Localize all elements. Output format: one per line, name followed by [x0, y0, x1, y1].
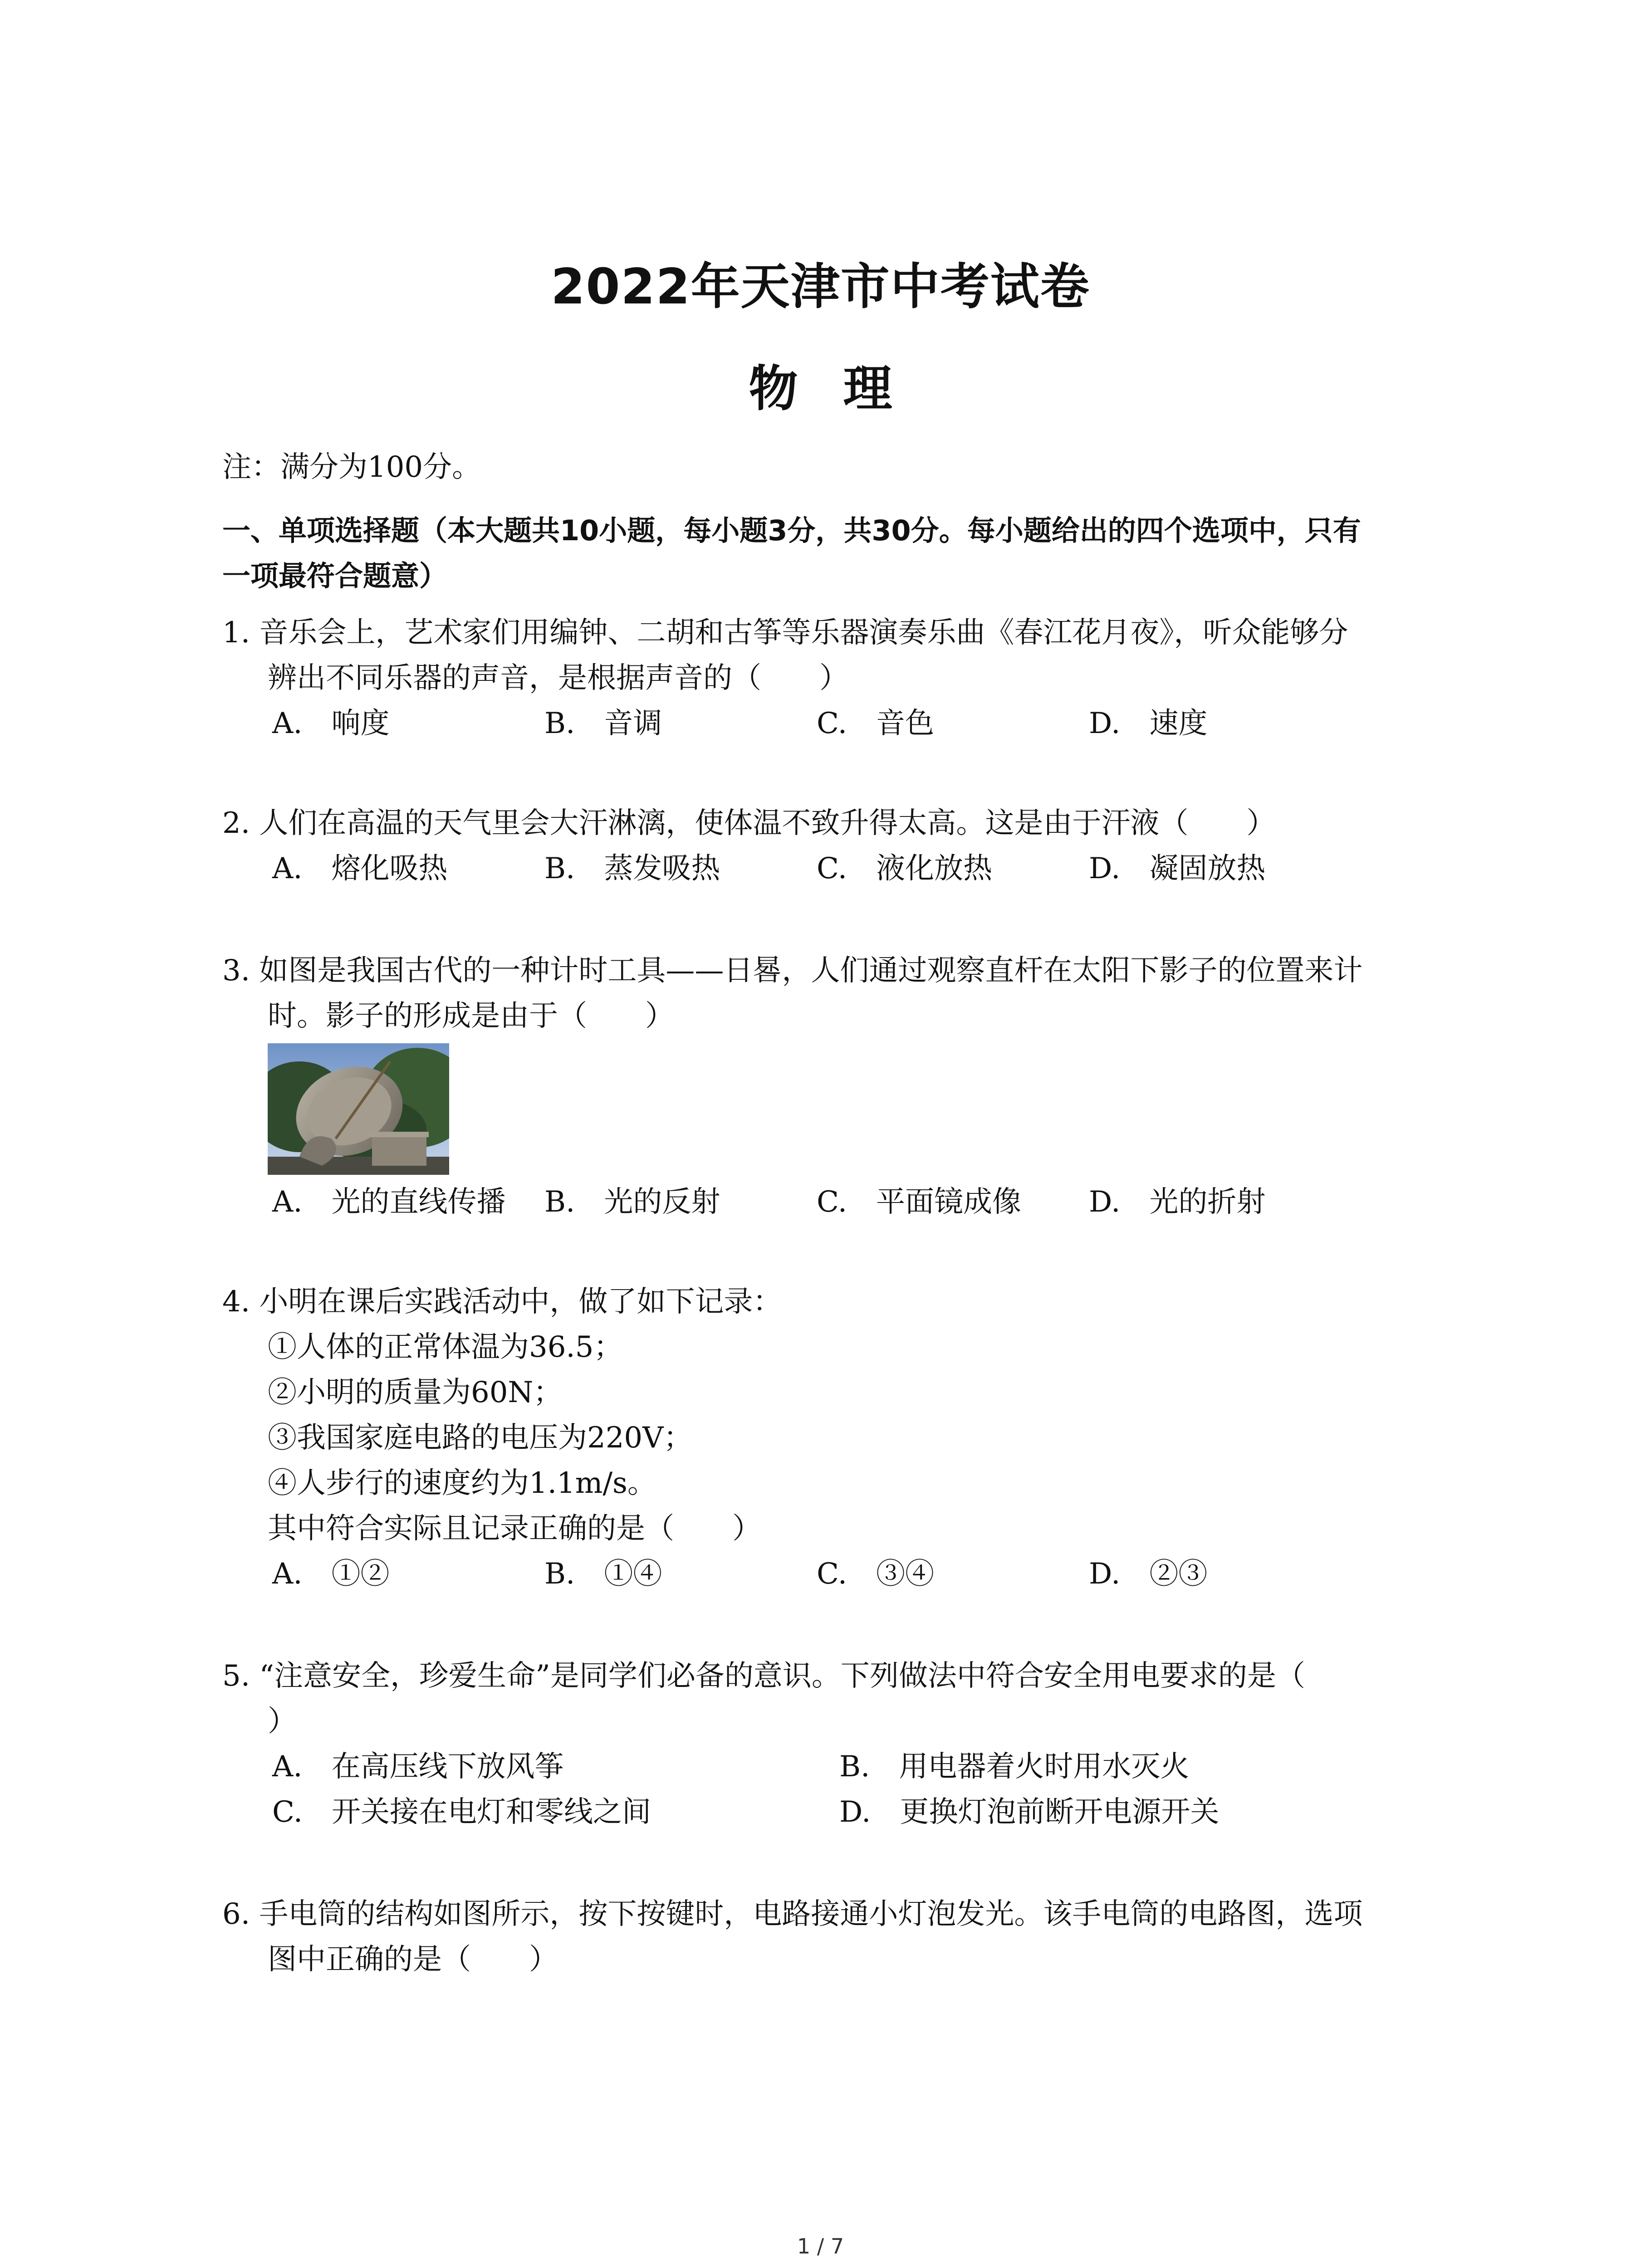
- exam-title: 2022年天津市中考试卷: [551, 259, 1090, 315]
- q2-option-a: A. 熔化吸热: [272, 852, 448, 885]
- q1-option-a: A. 响度: [272, 707, 390, 740]
- q1-option-b: B. 音调: [544, 707, 662, 740]
- q5-stem-line1: 5. “注意安全，珍爱生命”是同学们必备的意识。下列做法中符合安全用电要求的是（: [222, 1659, 1305, 1693]
- q4-item-2: ②小明的质量为60N；: [268, 1376, 563, 1409]
- q1-option-c: C. 音色: [817, 707, 935, 740]
- q1-stem-line2: 辨出不同乐器的声音，是根据声音的（ ）: [268, 661, 848, 695]
- q4-stem-last: 其中符合实际且记录正确的是（ ）: [268, 1512, 761, 1545]
- subject-char-1: 物: [749, 361, 798, 417]
- page-number: 1 / 7: [797, 2234, 844, 2258]
- q3-option-c: C. 平面镜成像: [817, 1185, 1022, 1219]
- sundial-photo: [268, 1043, 449, 1175]
- q5-option-c: C. 开关接在电灯和零线之间: [272, 1795, 652, 1829]
- score-note: 注：满分为100分。: [222, 450, 481, 484]
- q3-option-a: A. 光的直线传播: [272, 1185, 506, 1219]
- q5-option-b: B. 用电器着火时用水灭火: [839, 1750, 1190, 1784]
- section-heading-line2: 一项最符合题意）: [222, 559, 448, 592]
- q6-stem-line2: 图中正确的是（ ）: [268, 1943, 558, 1976]
- q6-stem-line1: 6. 手电筒的结构如图所示，按下按键时，电路接通小灯泡发光。该手电筒的电路图，选项: [222, 1897, 1363, 1931]
- q4-item-4: ④人步行的速度约为1.1m/s。: [268, 1466, 656, 1500]
- q5-option-d: D. 更换灯泡前断开电源开关: [839, 1795, 1220, 1829]
- q4-option-c: C. ③④: [817, 1557, 935, 1591]
- q3-option-b: B. 光的反射: [544, 1185, 720, 1219]
- q3-option-d: D. 光的折射: [1089, 1185, 1266, 1219]
- q4-option-b: B. ①④: [544, 1557, 662, 1591]
- q2-option-d: D. 凝固放热: [1089, 852, 1266, 885]
- q3-stem-line2: 时。影子的形成是由于（ ）: [268, 999, 674, 1033]
- q4-option-a: A. ①②: [272, 1557, 390, 1591]
- q5-stem-line2: ）: [268, 1705, 297, 1738]
- q4-item-3: ③我国家庭电路的电压为220V；: [268, 1421, 693, 1455]
- q4-stem-line1: 4. 小明在课后实践活动中，做了如下记录：: [222, 1285, 782, 1319]
- subject-title: [0, 349, 1641, 420]
- q2-stem-line1: 2. 人们在高温的天气里会大汗淋漓，使体温不致升得太高。这是由于汗液（ ）: [222, 807, 1276, 840]
- section-heading-line1: 一、单项选择题（本大题共10小题，每小题3分，共30分。每小题给出的四个选项中，只有: [222, 514, 1361, 547]
- q2-option-b: B. 蒸发吸热: [544, 852, 720, 885]
- q1-stem-line1: 1. 音乐会上，艺术家们用编钟、二胡和古筝等乐器演奏乐曲《春江花月夜》，听众能够分: [222, 616, 1348, 650]
- subject-char-2: 理: [843, 361, 892, 417]
- q4-option-d: D. ②③: [1089, 1557, 1208, 1591]
- q3-stem-line1: 3. 如图是我国古代的一种计时工具——日晷，人们通过观察直杆在太阳下影子的位置来计: [222, 954, 1363, 987]
- q2-option-c: C. 液化放热: [817, 852, 993, 885]
- q5-option-a: A. 在高压线下放风筝: [272, 1750, 564, 1784]
- q1-option-d: D. 速度: [1089, 707, 1208, 740]
- q4-item-1: ①人体的正常体温为36.5；: [268, 1330, 623, 1364]
